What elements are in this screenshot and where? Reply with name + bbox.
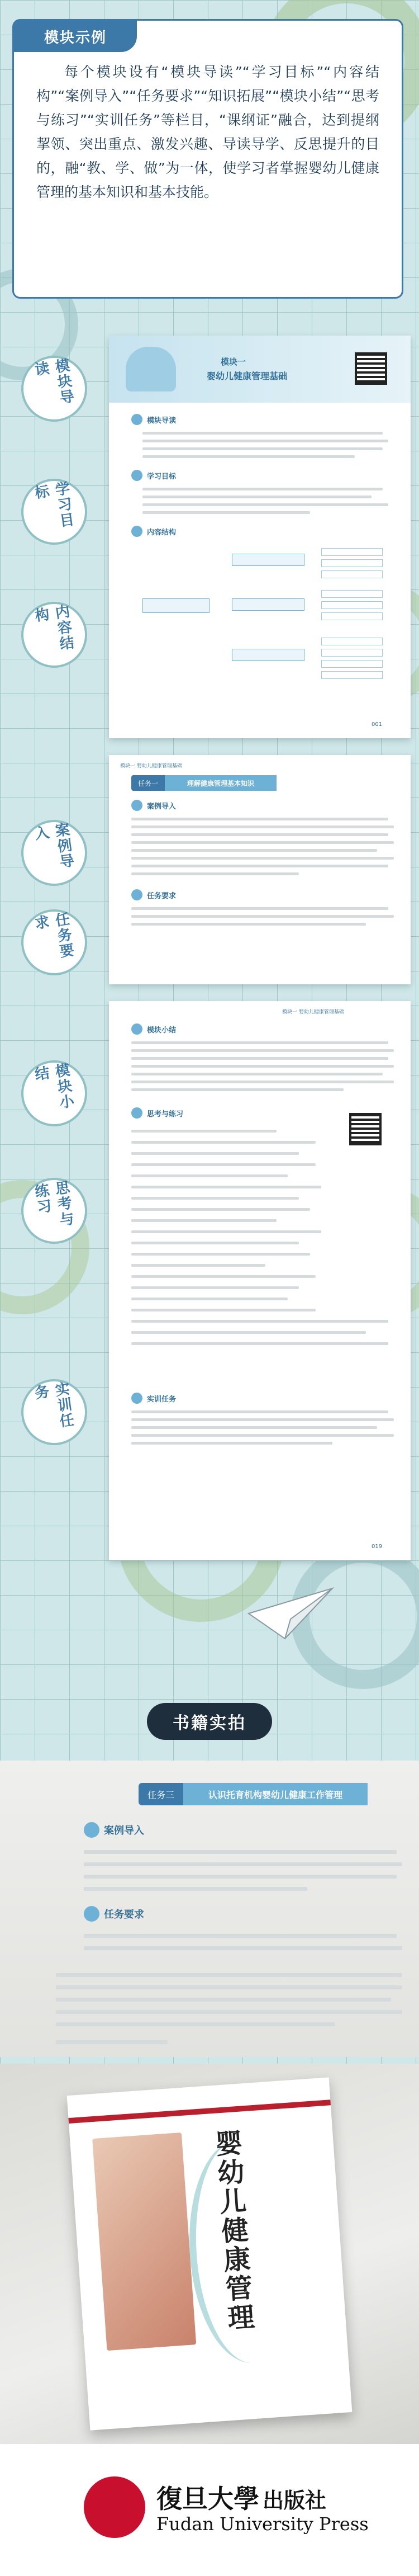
- section-head: 实训任务: [131, 1393, 176, 1404]
- label-thinking-practice: 思考与练习: [23, 1180, 85, 1242]
- mindmap-leaf: [321, 601, 383, 609]
- book-photo-inside: [0, 1761, 419, 2057]
- mindmap-leaf: [321, 649, 383, 657]
- section-head: 内容结构: [131, 526, 176, 537]
- label-task-requirements: 任务要求: [23, 912, 85, 973]
- qr-code-icon: [349, 1113, 382, 1145]
- publisher-name-en: Fudan University Press: [156, 2513, 369, 2535]
- cover-photo: [92, 2132, 196, 2351]
- page-number: 019: [372, 1544, 383, 1550]
- mindmap-leaf: [321, 559, 383, 567]
- task-title: 理解健康管理基本知识: [165, 775, 277, 791]
- task-tag: 任务三: [139, 1783, 183, 1805]
- mindmap-leaf: [321, 548, 383, 556]
- sample-page-summary: [109, 1001, 411, 1560]
- child-illustration: [126, 347, 176, 391]
- section-head: 案例导入: [131, 800, 176, 811]
- section-head: 思考与练习: [131, 1107, 183, 1119]
- mindmap-leaf: [321, 671, 383, 679]
- label-module-summary: 模块小结: [23, 1063, 85, 1124]
- page-header: 模块一 婴幼儿健康管理基础: [120, 763, 182, 769]
- intro-tag: 模块示例: [14, 21, 137, 52]
- mindmap-leaf: [321, 590, 383, 598]
- qr-code-icon: [355, 352, 387, 385]
- publisher-name-cn: 復旦大學: [156, 2484, 259, 2514]
- module-number: 模块一: [221, 357, 246, 367]
- cover-stripe: [68, 2100, 331, 2124]
- sample-page-task: [109, 755, 411, 984]
- label-practical-task: 实训任务: [23, 1381, 85, 1443]
- label-case-intro: 案例导入: [23, 822, 85, 884]
- intro-text: 每个模块设有“模块导读”“学习目标”“内容结构”“案例导入”“任务要求”“知识拓展”“模块小结”“思考与练习”“实训任务”等栏目，“课纲证”融合，达到提纲挈领、突出重点、激发兴趣、导读导学、反思提升的目的，融“教、学、做”为一体，使学习者掌握婴幼儿健康管理的基本知识和基本技能。: [36, 64, 379, 200]
- book-cover: [67, 2077, 353, 2430]
- mindmap-root: [142, 598, 210, 613]
- intro-card: [12, 19, 403, 299]
- mindmap-leaf: [321, 638, 383, 645]
- section-head: 模块导读: [131, 414, 176, 425]
- section-head: 案例导入: [84, 1822, 144, 1838]
- mindmap-node: [232, 649, 304, 661]
- book-photo-cover: [0, 2064, 419, 2444]
- book-title: 婴幼儿健康管理: [210, 2128, 255, 2334]
- section-head: 模块小结: [131, 1023, 176, 1035]
- section-head: 学习目标: [131, 470, 176, 481]
- publisher-logo-icon: [84, 2476, 145, 2538]
- publisher-footer: [0, 2444, 419, 2576]
- task-title: 认识托育机构婴幼儿健康工作管理: [183, 1783, 368, 1805]
- label-learning-goals: 学习目标: [23, 481, 85, 542]
- sample-page-module-intro: [109, 336, 411, 738]
- page-number: 001: [372, 721, 383, 728]
- module-title: 婴幼儿健康管理基础: [207, 371, 288, 381]
- label-content-structure: 内容结构: [23, 604, 85, 666]
- publisher-suffix: 出版社: [263, 2488, 327, 2513]
- page-header: 模块一 婴幼儿健康管理基础: [282, 1009, 344, 1015]
- mindmap-leaf: [321, 570, 383, 578]
- mindmap-node: [232, 554, 304, 566]
- paper-plane-icon: [246, 1583, 335, 1644]
- mindmap-leaf: [321, 612, 383, 620]
- label-module-guide: 模块导读: [23, 358, 85, 419]
- mindmap-leaf: [321, 660, 383, 668]
- task-tag: 任务一: [131, 775, 165, 791]
- book-photo-tag: 书籍实拍: [147, 1703, 272, 1740]
- section-head: 任务要求: [131, 889, 176, 900]
- section-head: 任务要求: [84, 1906, 144, 1922]
- mindmap-node: [232, 598, 304, 611]
